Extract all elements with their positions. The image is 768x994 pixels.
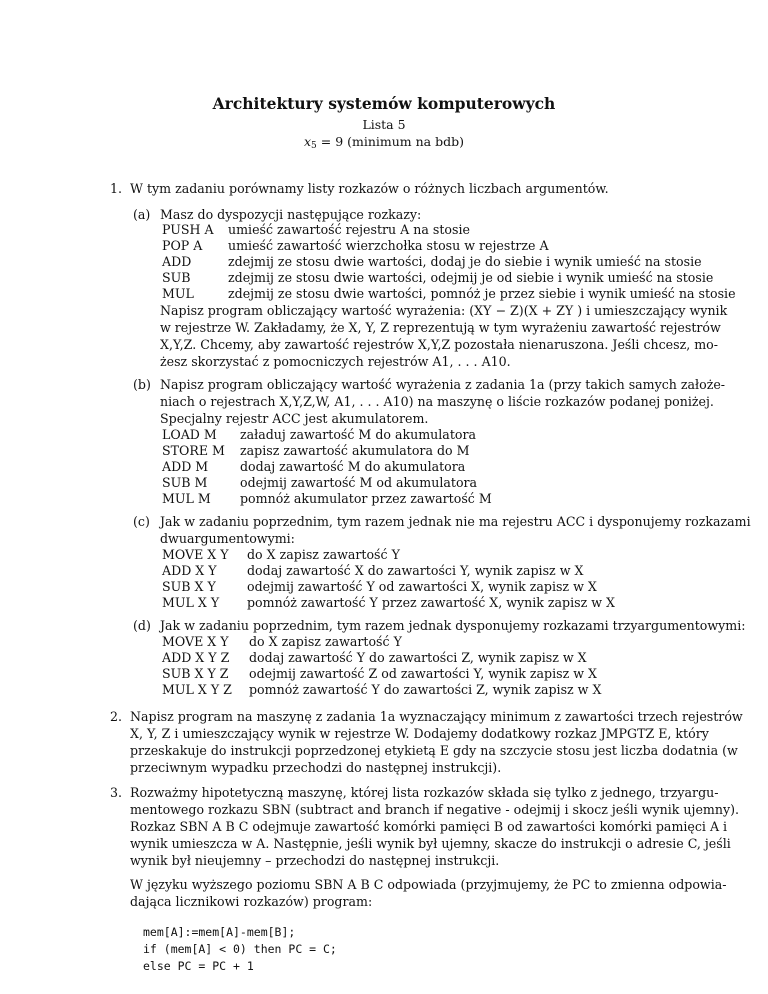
task2-text: X, Y, Z i umieszczający wynik w rejestrze W. Dodajemy dodatkowy rozkaz JMPGTZ E, który — [130, 726, 709, 741]
task1c-label: (c) — [133, 514, 150, 529]
instr-cmd: MUL X Y Z — [162, 682, 232, 697]
x5-sub: 5 — [311, 141, 317, 151]
task3-text: W języku wyższego poziomu SBN A B C odpowiada (przyjmujemy, że PC to zmienna odpowia- — [130, 877, 727, 892]
task1-intro: W tym zadaniu porównamy listy rozkazów o różnych liczbach argumentów. — [130, 181, 609, 196]
instr-cmd: ADD X Y Z — [162, 650, 230, 665]
instr-desc: dodaj zawartość Y do zawartości Z, wynik zapisz w X — [249, 650, 587, 665]
instr-cmd: SUB M — [162, 475, 208, 490]
x5-var: x — [303, 134, 312, 149]
instr-desc: pomnóż zawartość Y przez zawartość X, wynik zapisz w X — [247, 595, 615, 610]
instr-desc: do X zapisz zawartość Y — [247, 547, 400, 562]
task3-text: Rozkaz SBN A B C odejmuje zawartość komórki pamięci B od zawartości komórki pamięci A i — [130, 819, 728, 834]
code-line: else PC = PC + 1 — [143, 959, 254, 973]
instr-cmd: LOAD M — [162, 427, 217, 442]
task2-number: 2. — [110, 709, 123, 724]
instr-desc: załaduj zawartość M do akumulatora — [240, 427, 476, 442]
task3-number: 3. — [110, 785, 123, 800]
instr-cmd: POP A — [162, 238, 203, 253]
task3-text: dająca licznikowi rozkazów) program: — [130, 894, 373, 909]
instr-cmd: ADD X Y — [162, 563, 217, 578]
task3-text: wynik umieszcza w A. Następnie, jeśli wynik był ujemny, skacze do instrukcji o adresie C, jeśli — [130, 836, 731, 851]
task2-text: przeciwnym wypadku przechodzi do następnej instrukcji). — [130, 760, 502, 775]
instr-cmd: SUB — [162, 270, 191, 285]
instr-cmd: MUL X Y — [162, 595, 220, 610]
task1b-text: niach o rejestrach X,Y,Z,W, A1, . . . A10) na maszynę o liście rozkazów podanej poniżej. — [160, 394, 714, 409]
task1d-label: (d) — [133, 618, 151, 633]
instr-cmd: MUL — [162, 286, 194, 301]
instr-desc: pomnóż akumulator przez zawartość M — [240, 491, 492, 506]
task1a-text: Napisz program obliczający wartość wyrażenia: (XY − Z)(X + ZY ) i umieszczający wynik — [160, 303, 728, 318]
instr-desc: umieść zawartość wierzchołka stosu w rejestrze A — [228, 238, 549, 253]
task1a-label: (a) — [133, 207, 151, 222]
instr-desc: odejmij zawartość Z od zawartości Y, wynik zapisz w X — [249, 666, 597, 681]
task1a-text: żesz skorzystać z pomocniczych rejestrów A1, . . . A10. — [160, 354, 511, 369]
instr-desc: odejmij zawartość Y od zawartości X, wynik zapisz w X — [247, 579, 597, 594]
instr-cmd: MOVE X Y — [162, 634, 229, 649]
task2-text: przeskakuje do instrukcji poprzedzonej etykietą E gdy na szczycie stosu jest liczba dodatnia (w — [130, 743, 738, 758]
x5-rest: = 9 (minimum na bdb) — [316, 134, 464, 149]
instr-cmd: MOVE X Y — [162, 547, 229, 562]
task1a-text: X,Y,Z. Chcemy, aby zawartość rejestrów X,Y,Z pozostała nienaruszona. Jeśli chcesz, mo- — [160, 337, 719, 352]
instr-cmd: SUB X Y — [162, 579, 216, 594]
instr-cmd: MUL M — [162, 491, 211, 506]
code-line: if (mem[A] < 0) then PC = C; — [143, 942, 337, 956]
task3-text: wynik był nieujemny – przechodzi do następnej instrukcji. — [130, 853, 500, 868]
task1d-text: Jak w zadaniu poprzednim, tym razem jednak dysponujemy rozkazami trzyargumentowymi: — [160, 618, 746, 633]
instr-desc: zdejmij ze stosu dwie wartości, pomnóż je przez siebie i wynik umieść na stosie — [228, 286, 736, 301]
instr-cmd: ADD — [162, 254, 192, 269]
task1b-label: (b) — [133, 377, 151, 392]
task3-text: mentowego rozkazu SBN (subtract and branch if negative - odejmij i skocz jeśli wynik ujemny). — [130, 802, 739, 817]
task1b-text: Napisz program obliczający wartość wyrażenia z zadania 1a (przy takich samych założe- — [160, 377, 726, 392]
instr-desc: odejmij zawartość M od akumulatora — [240, 475, 478, 490]
task1c-text: dwuargumentowymi: — [160, 531, 295, 546]
task2-text: Napisz program na maszynę z zadania 1a wyznaczający minimum z zawartości trzech rejestrów — [130, 709, 743, 724]
task1b-text: Specjalny rejestr ACC jest akumulatorem. — [160, 411, 429, 426]
list-number: Lista 5 — [362, 117, 406, 132]
instr-desc: zapisz zawartość akumulatora do M — [240, 443, 470, 458]
task1-number: 1. — [110, 181, 123, 196]
instr-cmd: SUB X Y Z — [162, 666, 229, 681]
instr-desc: zdejmij ze stosu dwie wartości, odejmij je od siebie i wynik umieść na stosie — [228, 270, 714, 285]
instr-desc: dodaj zawartość M do akumulatora — [240, 459, 466, 474]
document-title: Architektury systemów komputerowych — [212, 94, 556, 113]
instr-cmd: PUSH A — [162, 222, 214, 237]
instr-desc: umieść zawartość rejestru A na stosie — [228, 222, 470, 237]
variant-line — [0, 134, 768, 151]
instr-desc: dodaj zawartość X do zawartości Y, wynik zapisz w X — [247, 563, 584, 578]
instr-cmd: ADD M — [162, 459, 209, 474]
instr-desc: do X zapisz zawartość Y — [249, 634, 402, 649]
code-line: mem[A]:=mem[A]-mem[B]; — [143, 925, 296, 939]
task3-text: Rozważmy hipotetyczną maszynę, której lista rozkazów składa się tylko z jednego, trzyargu- — [130, 785, 719, 800]
task1a-intro: Masz do dyspozycji następujące rozkazy: — [160, 207, 422, 222]
task1a-text: w rejestrze W. Zakładamy, że X, Y, Z reprezentują w tym wyrażeniu zawartość rejestrów — [160, 320, 721, 335]
instr-cmd: STORE M — [162, 443, 225, 458]
task1c-text: Jak w zadaniu poprzednim, tym razem jednak nie ma rejestru ACC i dysponujemy rozkazami — [160, 514, 751, 529]
instr-desc: pomnóż zawartość Y do zawartości Z, wynik zapisz w X — [249, 682, 602, 697]
instr-desc: zdejmij ze stosu dwie wartości, dodaj je do siebie i wynik umieść na stosie — [228, 254, 702, 269]
